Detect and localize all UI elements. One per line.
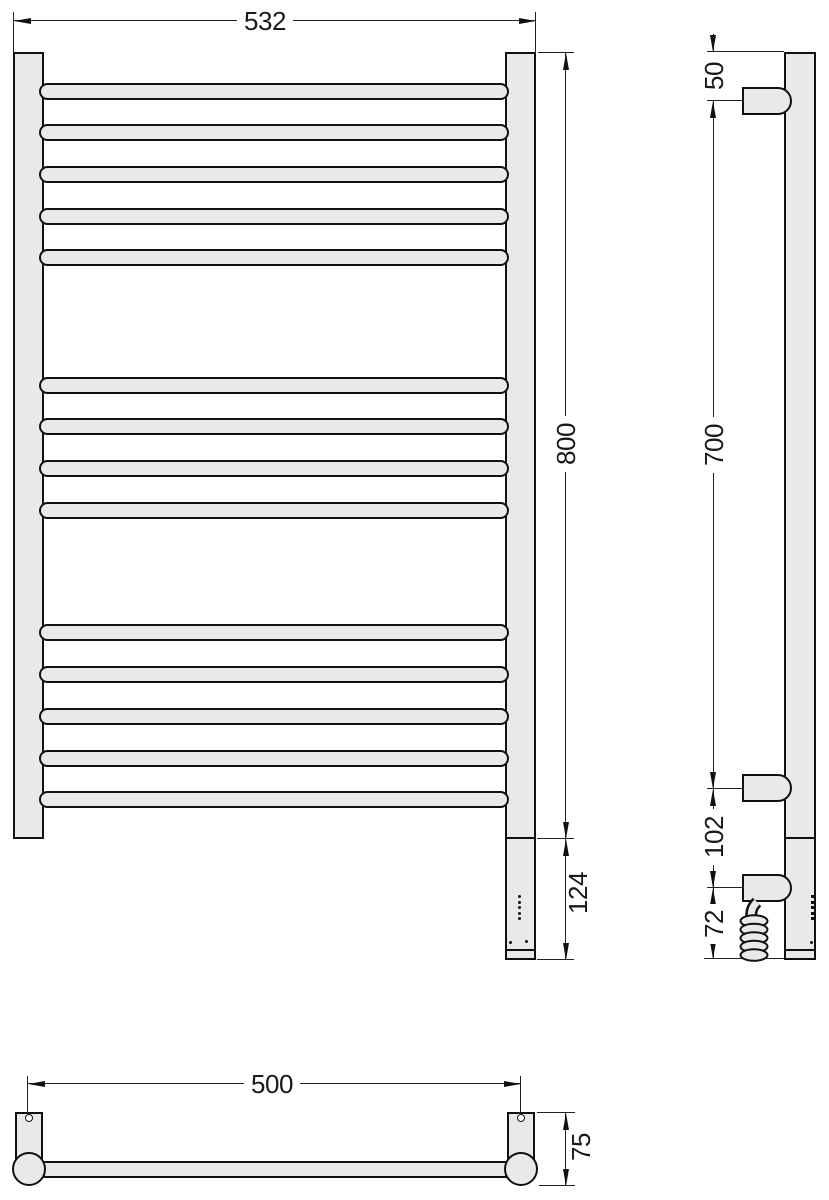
rung — [39, 166, 509, 183]
spiral-cord — [733, 892, 785, 964]
dim-cable-drop-label: 72 — [701, 904, 727, 944]
arrow-down-icon — [563, 1169, 569, 1186]
rung — [39, 124, 509, 141]
arrow-up-icon — [710, 101, 716, 118]
rung — [39, 791, 509, 808]
arrow-left-icon — [14, 18, 31, 24]
rung — [39, 377, 509, 394]
arrow-down-icon — [710, 942, 716, 959]
ext-line — [538, 52, 574, 53]
screw-hole-right — [517, 1114, 525, 1122]
dim-mount-hole-span-label: 500 — [244, 1071, 300, 1097]
dim-wall-depth-label: 75 — [566, 1133, 596, 1161]
arrow-down-icon — [563, 943, 569, 960]
heater-housing-cap — [506, 949, 535, 951]
dim-bracket-to-cable-label: 102 — [701, 809, 727, 865]
dim-overall-height-label: 800 — [553, 416, 579, 472]
wall-bracket-top — [742, 87, 792, 115]
wall-bracket-bottom — [742, 774, 792, 802]
rung — [39, 208, 509, 225]
arrow-down-icon — [710, 871, 716, 888]
rung — [39, 418, 509, 435]
dim-bracket-span-label: 700 — [701, 417, 727, 473]
rung — [39, 502, 509, 519]
rung — [39, 249, 509, 266]
arrow-up-icon — [710, 789, 716, 806]
rung — [39, 83, 509, 100]
rung — [39, 666, 509, 683]
arrow-down-icon — [563, 822, 569, 839]
arrow-up-icon — [710, 888, 716, 905]
rung — [39, 708, 509, 725]
arrow-left-icon — [28, 1081, 45, 1087]
post-tube-end-left — [12, 1152, 46, 1186]
ext-line — [539, 1185, 575, 1186]
arrow-right-icon — [504, 1081, 521, 1087]
cross-tube — [43, 1161, 507, 1178]
arrow-right-icon — [519, 18, 536, 24]
arrow-down-icon — [710, 772, 716, 789]
rung — [39, 460, 509, 477]
dim-housing-height-label: 124 — [563, 872, 593, 914]
post-tube-end-right — [504, 1152, 538, 1186]
side-housing-cap — [785, 949, 815, 951]
ext-line — [707, 51, 784, 52]
dim-overall-width-label: 532 — [237, 8, 293, 34]
front-right-post — [505, 52, 536, 839]
rung — [39, 750, 509, 767]
ext-line — [537, 1112, 575, 1113]
rung — [39, 624, 509, 641]
arrow-up-icon — [563, 839, 569, 856]
arrow-down-icon — [710, 35, 716, 52]
screw-hole-left — [25, 1114, 33, 1122]
side-post — [784, 52, 816, 839]
arrow-up-icon — [563, 53, 569, 70]
dim-bracket-top-offset-label: 50 — [701, 56, 727, 96]
